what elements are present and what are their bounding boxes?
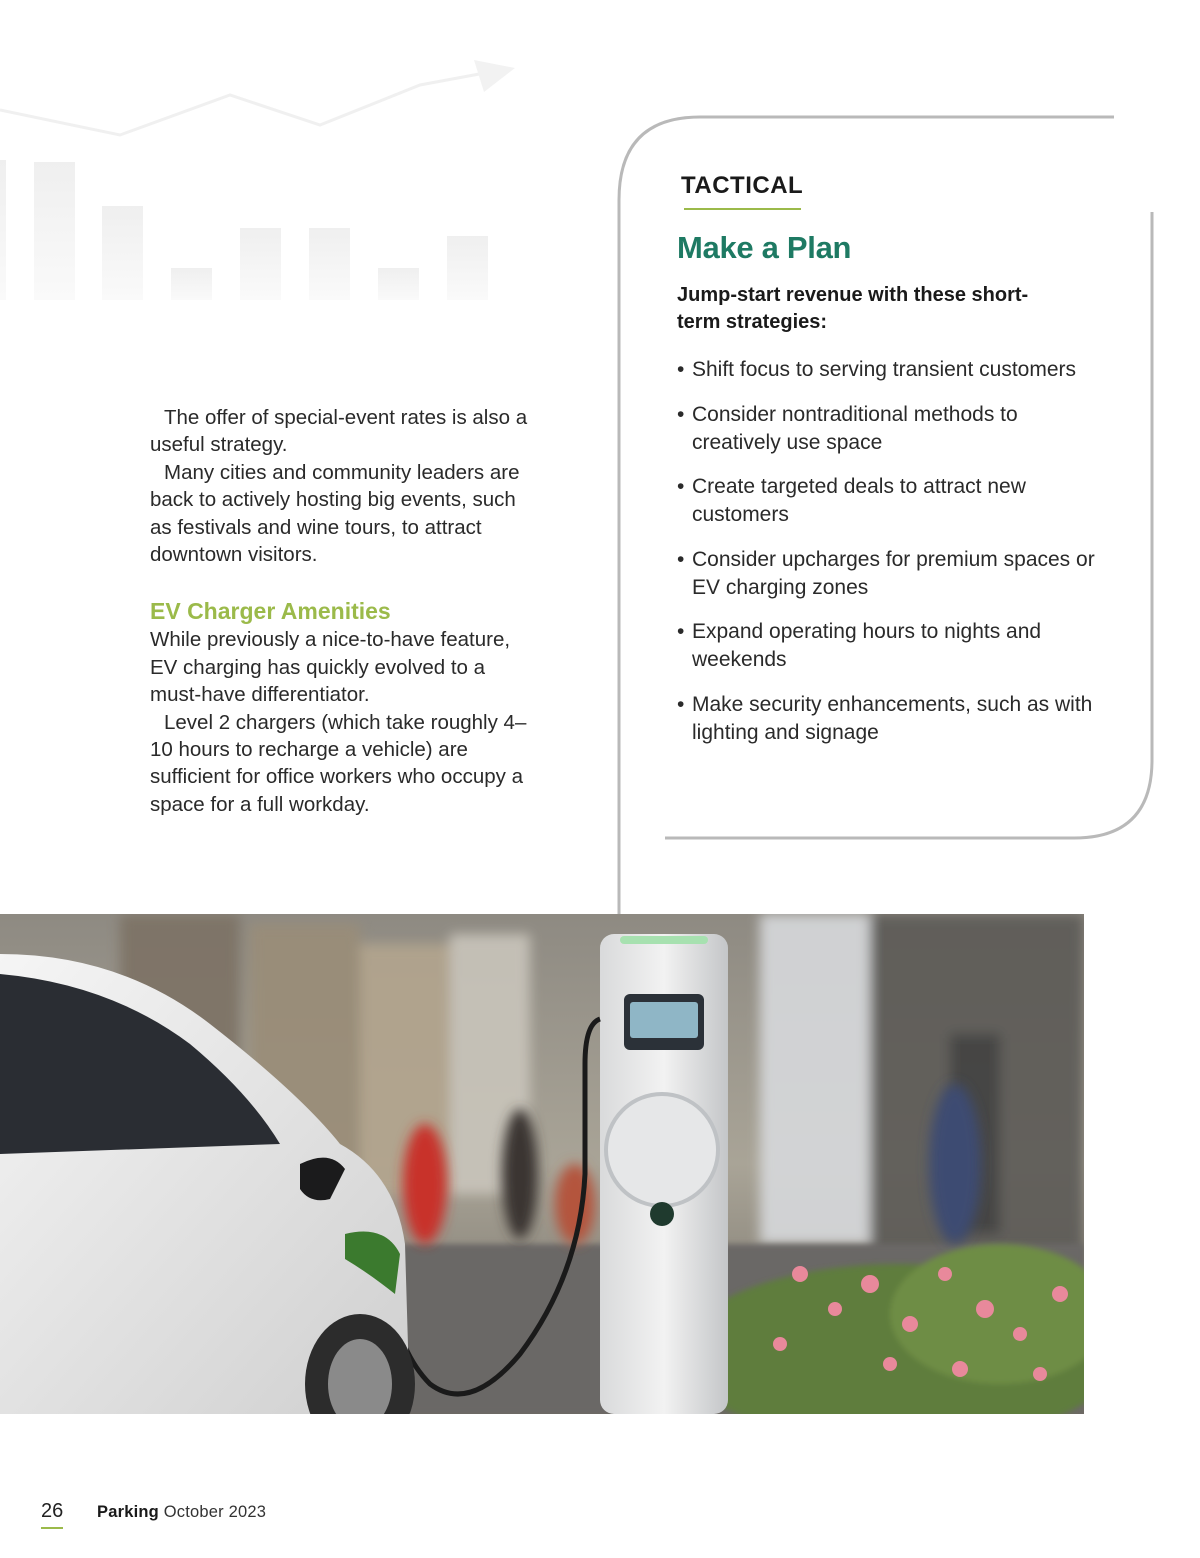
list-item-text: Create targeted deals to attract new customers bbox=[692, 475, 1026, 526]
list-item-text: Consider upcharges for premium spaces or EV charging zones bbox=[692, 547, 1095, 599]
decorative-chart-graphic bbox=[0, 40, 540, 320]
paragraph: While previously a nice-to-have feature, EV charging has quickly evolved to a must-have differentiator. bbox=[150, 628, 511, 707]
publication-name: Parking bbox=[97, 1503, 159, 1521]
section-heading: EV Charger Amenities bbox=[150, 598, 391, 625]
ev-charging-photo bbox=[0, 914, 1084, 1414]
issue-date: October 2023 bbox=[163, 1503, 267, 1521]
bullet: • bbox=[677, 402, 685, 426]
box-subtitle: Jump-start revenue with these short-term strategies: bbox=[677, 284, 1029, 333]
bullet: • bbox=[677, 547, 685, 571]
list-item-text: Shift focus to serving transient customers bbox=[692, 358, 1076, 381]
box-label: TACTICAL bbox=[681, 172, 804, 199]
bullet: • bbox=[677, 475, 685, 498]
paragraph: Many cities and community leaders are back to actively hosting big events, such as festivals and wine tours, to attract downtown visitors. bbox=[150, 460, 520, 567]
list-item bbox=[677, 618, 1097, 674]
label-underline bbox=[684, 208, 801, 210]
list-item-text: Make security enhancements, such as with lighting and signage bbox=[692, 692, 1093, 744]
article-left-column bbox=[150, 404, 540, 818]
bullet: • bbox=[677, 358, 685, 381]
list-item bbox=[677, 401, 1097, 457]
list-item bbox=[677, 691, 1097, 747]
list-item bbox=[677, 546, 1097, 602]
footer-publication bbox=[97, 1503, 266, 1522]
list-item bbox=[677, 356, 1097, 384]
bullet: • bbox=[677, 620, 685, 643]
paragraph: Level 2 chargers (which take roughly 4–10 hours to recharge a vehicle) are sufficient for office workers who occupy a space for a full workday. bbox=[150, 710, 527, 816]
page-number: 26 bbox=[41, 1500, 63, 1529]
paragraph: The offer of special-event rates is also a useful strategy. bbox=[150, 406, 528, 457]
list-item-text: Consider nontraditional methods to creatively use space bbox=[692, 402, 1018, 454]
strategy-list bbox=[677, 356, 1097, 763]
list-item-text: Expand operating hours to nights and weekends bbox=[692, 620, 1042, 671]
bullet: • bbox=[677, 692, 685, 716]
box-title: Make a Plan bbox=[677, 230, 852, 265]
list-item bbox=[677, 473, 1097, 529]
